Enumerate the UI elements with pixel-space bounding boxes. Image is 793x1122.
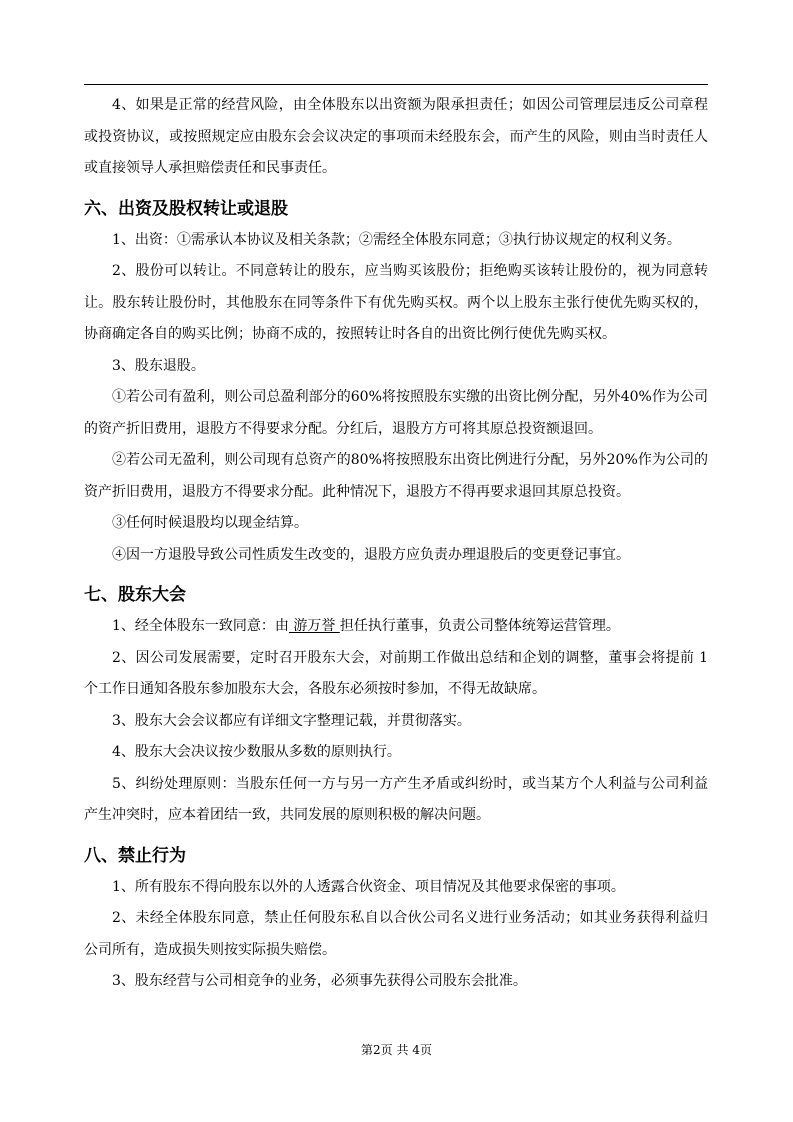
clause-7-1 <box>84 611 708 643</box>
document-body <box>84 90 708 998</box>
clause-5-4: 4、如果是正常的经营风险，由全体股东以出资额为限承担责任；如因公司管理层违反公司章程或投资协议，或按照规定应由股东会会议决定的事项而未经股东会，而产生的风险，则由当时责任人或直接领导人承担赔偿责任和民事责任。 <box>84 97 708 176</box>
clause-6-1: 1、出资：①需承认本协议及相关条款；②需经全体股东同意；③执行协议规定的权利义务。 <box>112 231 681 248</box>
section-7-heading: 七、股东大会 <box>84 585 186 605</box>
clause-7-5: 5、纠纷处理原则：当股东任何一方与另一方产生矛盾或纠纷时，或当某方个人利益与公司利益产生冲突时，应本着团结一致，共同发展的原则积极的解决问题。 <box>84 775 708 823</box>
clause-6-3: 3、股东退股。 <box>112 357 205 374</box>
clause-8-2: 2、未经全体股东同意，禁止任何股东私自以合伙公司名义进行业务活动；如其业务获得利益归公司所有，造成损失则按实际损失赔偿。 <box>84 910 708 958</box>
clause-6-3-2: ②若公司无盈利，则公司现有总资产的80%将按照股东出资比例进行分配，另外20%作为公司的资产折旧费用，退股方不得要求分配。此种情况下，退股方不得再要求退回其原总投资。 <box>84 452 708 500</box>
clause-7-3: 3、股东大会会议都应有详细文字整理记载，并贯彻落实。 <box>112 712 471 729</box>
section-8-heading: 八、禁止行为 <box>84 845 186 866</box>
clause-7-1-pre: 1、经全体股东一致同意：由 <box>112 618 289 634</box>
clause-6-2: 2、股份可以转让。不同意转让的股东，应当购买该股份；拒绝购买该转让股份的，视为同意转让。股东转让股份时，其他股东在同等条件下有优先购买权。两个以上股东主张行使优先购买权的，协商确定各自的购买比例；协商不成的，按照转让时各自的出资比例行使优先购买权。 <box>84 263 708 342</box>
clause-6-3-1: ①若公司有盈利，则公司总盈利部分的60%将按照股东实缴的出资比例分配，另外40%作为公司的资产折旧费用，退股方不得要求分配。分红后，退股方方可将其原总投资额退回。 <box>84 389 708 437</box>
clause-8-1: 1、所有股东不得向股东以外的人透露合伙资金、项目情况及其他要求保密的事项。 <box>112 878 625 895</box>
section-6-heading: 六、出资及股权转让或退股 <box>84 198 288 219</box>
page-number-footer: 第2页 共 4页 <box>361 1043 432 1057</box>
clause-6-3-4: ④因一方退股导致公司性质发生改变的，退股方应负责办理退股后的变更登记事宜。 <box>112 546 630 563</box>
clause-7-1-post: 担任执行董事，负责公司整体统筹运营管理。 <box>339 618 620 634</box>
executive-director-name: 游万誉 <box>288 618 340 634</box>
header-rule <box>84 84 708 85</box>
clause-8-3: 3、股东经营与公司相竞争的业务，必须事先获得公司股东会批准。 <box>112 973 527 989</box>
clause-6-3-3: ③任何时候退股均以现金结算。 <box>112 515 308 531</box>
clause-7-2: 2、因公司发展需要，定时召开股东大会，对前期工作做出总结和企划的调整，董事会将提前 1 个工作日通知各股东参加股东大会，各股东必须按时参加，不得无故缺席。 <box>84 649 708 697</box>
clause-7-4: 4、股东大会决议按少数服从多数的原则执行。 <box>112 744 401 760</box>
